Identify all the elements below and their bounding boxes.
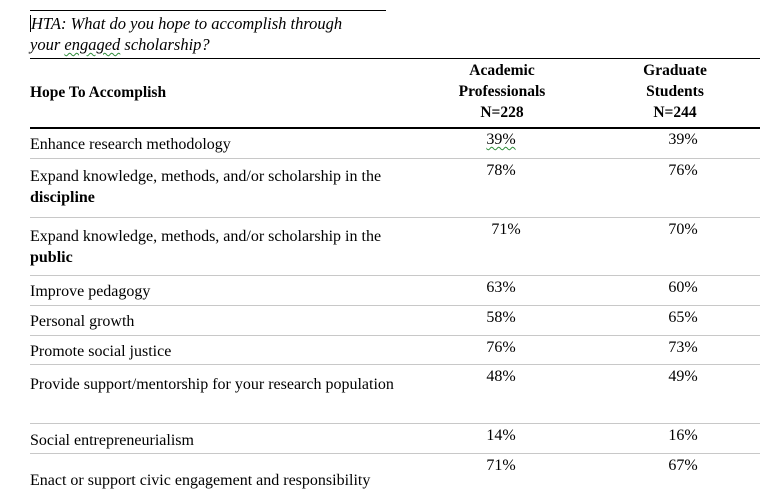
cell-academic: 14%: [486, 427, 516, 444]
cell-academic: 71%: [486, 457, 516, 474]
row-label-emphasis: discipline: [30, 189, 95, 206]
cell-academic: [471, 129, 531, 150]
row-label-text: Social entrepreneurialism: [30, 432, 194, 449]
cell-graduate: 67%: [668, 457, 698, 474]
row-label: [30, 281, 410, 302]
table-row: [30, 306, 760, 336]
row-label-emphasis: public: [30, 249, 73, 266]
cell-graduate: 60%: [668, 279, 698, 296]
caption-word: your: [30, 35, 65, 54]
spellcheck-flagged-word[interactable]: engaged: [64, 35, 121, 54]
row-label: [30, 374, 410, 395]
header-line: Graduate: [643, 62, 707, 79]
results-table: [30, 58, 760, 494]
table-row: [30, 218, 760, 276]
header-line: Students: [646, 83, 704, 100]
cell-academic: 63%: [486, 279, 516, 296]
row-label-text: Improve pedagogy: [30, 283, 151, 300]
row-label-text: Expand knowledge, methods, and/or scholarship in the: [30, 228, 382, 245]
row-label-text: Promote social justice: [30, 343, 172, 360]
table-row: [30, 129, 760, 159]
cell-graduate: 73%: [668, 339, 698, 356]
row-label: [30, 311, 410, 332]
table-row: [30, 276, 760, 306]
cell-graduate: 70%: [668, 221, 698, 238]
cell-graduate: 65%: [668, 309, 698, 326]
row-label-text: Expand knowledge, methods, and/or scholarship in the: [30, 168, 382, 185]
cell-academic: 71%: [491, 221, 521, 238]
cell-academic: 58%: [486, 309, 516, 326]
row-label: [30, 166, 410, 208]
row-label: [30, 341, 410, 362]
row-label: [30, 430, 410, 451]
row-label-text: Enhance research methodology: [30, 136, 231, 153]
row-label-text: Enact or support civic engagement and responsibility: [30, 472, 371, 489]
caption-line-2: [30, 34, 386, 55]
column-header-academic: [422, 60, 582, 123]
table-row: [30, 159, 760, 218]
cell-value: 39%: [486, 131, 516, 148]
caption-word: scholarship?: [120, 35, 210, 54]
table-row: [30, 454, 760, 494]
cell-academic: 76%: [486, 339, 516, 356]
column-header-hope: Hope To Accomplish: [30, 84, 167, 101]
column-header-graduate: [595, 60, 755, 123]
cell-academic: 78%: [486, 162, 516, 179]
caption-line-1: [30, 13, 386, 34]
cell-graduate: 49%: [668, 368, 698, 385]
caption-question-start: HTA: What do you hope to accomplish through: [31, 14, 343, 33]
row-label-text: Provide support/mentorship for your research population: [30, 376, 394, 393]
cell-graduate: 39%: [668, 131, 698, 148]
cell-academic: 48%: [486, 368, 516, 385]
header-line: N=228: [480, 104, 524, 121]
row-label: [30, 134, 410, 155]
row-label: [30, 470, 410, 491]
table-row: [30, 424, 760, 454]
row-label: [30, 226, 410, 268]
cell-graduate: 16%: [668, 427, 698, 444]
table-row: [30, 336, 760, 365]
table-caption: [30, 10, 386, 55]
header-line: Professionals: [458, 83, 546, 100]
table-row: [30, 365, 760, 424]
header-line: N=244: [653, 104, 697, 121]
row-label-text: Personal growth: [30, 313, 135, 330]
cell-graduate: 76%: [668, 162, 698, 179]
table-header: [30, 58, 760, 129]
header-line: Academic: [469, 62, 535, 79]
